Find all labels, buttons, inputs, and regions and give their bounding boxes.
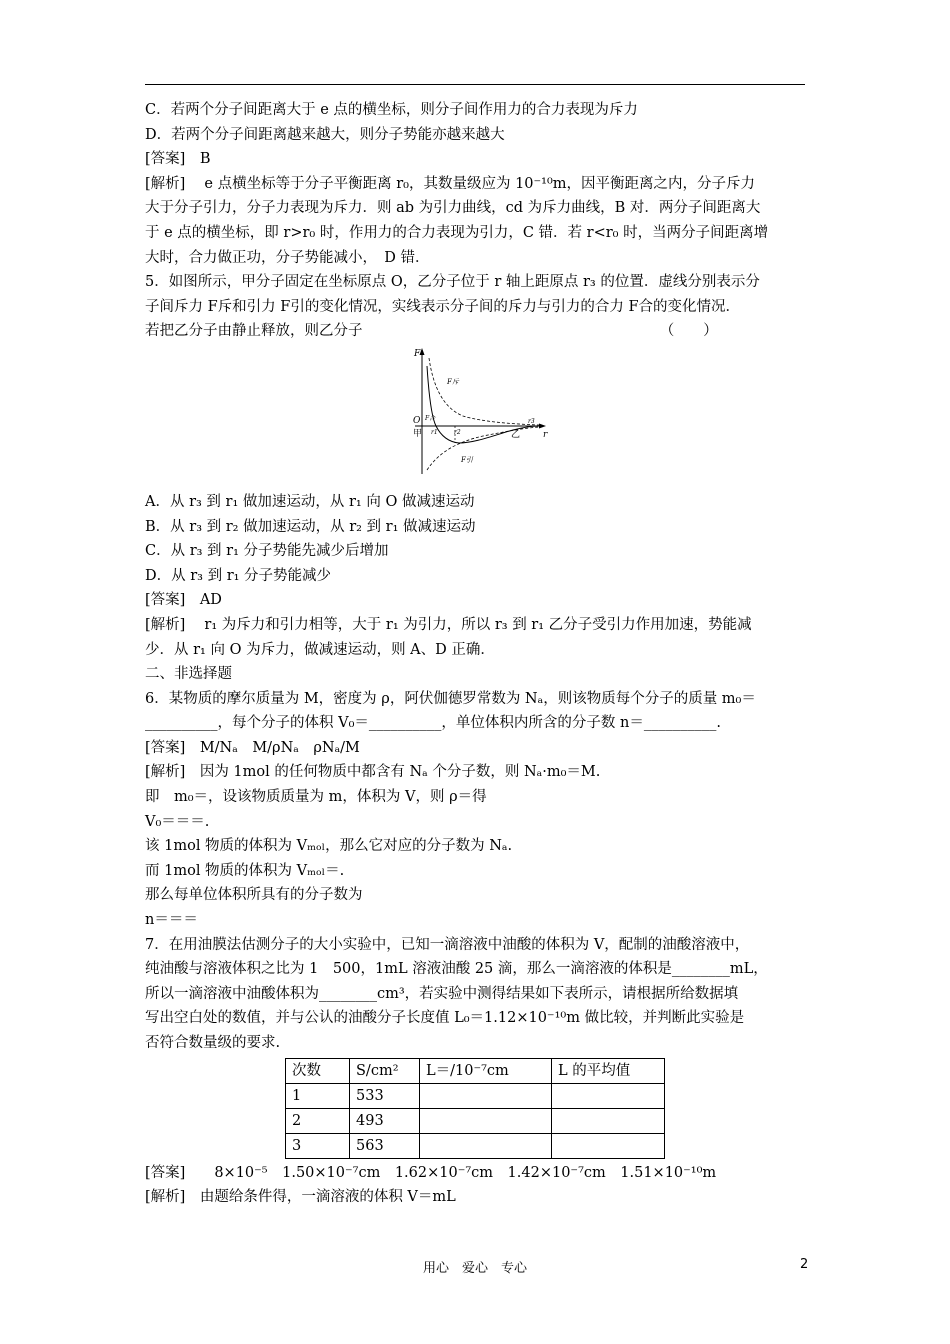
text-line: 写出空白处的数值，并与公认的油酸分子长度值 L₀＝1.12×10⁻¹⁰m 做比较，并判断此实验是 — [145, 1010, 745, 1027]
r3-label: r3 — [528, 417, 535, 425]
f-repulsive-label: F斥 — [447, 377, 459, 386]
yi-label: 乙 — [511, 429, 521, 440]
data-table — [285, 1058, 665, 1159]
text-line: [解析] 由题给条件得，一滴溶液的体积 V＝mL — [145, 1189, 456, 1206]
table-cell — [420, 1083, 552, 1108]
origin-label: O — [413, 415, 421, 426]
jia-label: 甲 — [413, 428, 423, 439]
text-line: [答案] B — [145, 151, 211, 168]
text-line: 而 1mol 物质的体积为 Vₘₒₗ＝. — [145, 862, 345, 879]
axis-f-label: F — [414, 348, 421, 359]
table-header-row — [286, 1058, 665, 1083]
section-heading: 二、非选择题 — [145, 666, 232, 683]
text-line: [答案] M/Nₐ M/ρNₐ ρNₐ/M — [145, 739, 360, 756]
text-line: __________，每个分子的体积 V₀＝__________，单位体积内所含的分子数 n＝__________. — [145, 715, 721, 732]
text-line: [答案] 8×10⁻⁵ 1.50×10⁻⁷cm 1.62×10⁻⁷cm 1.42×10⁻⁷cm 1.51×10⁻¹⁰m — [145, 1164, 717, 1181]
table-cell: 3 — [286, 1133, 350, 1158]
table-cell — [552, 1108, 665, 1133]
f-net-label: F合 — [425, 414, 436, 422]
text-line: D．从 r₃ 到 r₁ 分子势能减少 — [145, 567, 332, 584]
text-line: A．从 r₃ 到 r₁ 做加速运动，从 r₁ 向 O 做减速运动 — [145, 493, 475, 510]
text-line: B．从 r₃ 到 r₂ 做加速运动，从 r₂ 到 r₁ 做减速运动 — [145, 518, 476, 535]
table-row — [286, 1133, 665, 1158]
text-line: D．若两个分子间距离越来越大，则分子势能亦越来越大 — [145, 126, 505, 143]
text-line: V₀＝＝＝. — [145, 813, 210, 830]
text-line: 于 e 点的横坐标，即 r>r₀ 时，作用力的合力表现为引力，C 错．若 r<r₀ 时，当两分子间距离增 — [145, 224, 769, 241]
page-footer: 用心 爱心 专心 — [422, 1261, 527, 1276]
text-line: 那么每单位体积所具有的分子数为 — [145, 887, 363, 904]
text-line: [解析] r₁ 为斥力和引力相等，大于 r₁ 为引力，所以 r₃ 到 r₁ 乙分子受引力作用加速，势能减 — [145, 616, 752, 633]
table-row — [286, 1083, 665, 1108]
force-diagram — [413, 346, 553, 478]
text-line: 所以一滴溶液中油酸体积为________cm³，若实验中测得结果如下表所示，请根据所给数据填 — [145, 985, 739, 1002]
table-header-cell: L＝/10⁻⁷cm — [420, 1058, 552, 1083]
table-row — [286, 1108, 665, 1133]
table-cell: 493 — [350, 1108, 420, 1133]
text-line: 即 m₀＝，设该物质质量为 m，体积为 V，则 ρ＝得 — [145, 789, 487, 806]
table-header-cell: S/cm² — [350, 1058, 420, 1083]
table-cell — [552, 1133, 665, 1158]
text-line: 5．如图所示，甲分子固定在坐标原点 O，乙分子位于 r 轴上距原点 r₃ 的位置．虚线分别表示分 — [145, 274, 760, 291]
text-line: 大时，合力做正功，分子势能减小， D 错． — [145, 249, 430, 266]
table-cell — [420, 1133, 552, 1158]
table-cell: 563 — [350, 1133, 420, 1158]
table-cell: 533 — [350, 1083, 420, 1108]
table-cell — [420, 1108, 552, 1133]
r1-label: r1 — [431, 428, 438, 436]
text-line: n＝＝＝ — [145, 912, 198, 929]
f-attractive-label: F引 — [461, 455, 473, 464]
text-line: 否符合数量级的要求. — [145, 1035, 281, 1051]
table-cell — [552, 1083, 665, 1108]
document-body — [145, 98, 810, 1210]
text-line: 大于分子引力，分子力表现为斥力．则 ab 为引力曲线，cd 为斥力曲线，B 对．两分子间距离大 — [145, 200, 761, 217]
table-cell: 1 — [286, 1083, 350, 1108]
table-header-cell: L 的平均值 — [552, 1058, 665, 1083]
force-figure — [145, 344, 810, 490]
text-line: [解析] e 点横坐标等于分子平衡距离 r₀，其数量级应为 10⁻¹⁰m，因平衡距离之内，分子斥力 — [145, 175, 756, 192]
r2-label: r2 — [454, 428, 461, 436]
text-line: 纯油酸与溶液体积之比为 1 500，1mL 溶液油酸 25 滴，那么一滴溶液的体积是________mL， — [145, 961, 768, 978]
text-line: 6．某物质的摩尔质量为 M，密度为 ρ，阿伏伽德罗常数为 Nₐ，则该物质每个分子的质量 m₀＝ — [145, 690, 756, 707]
table-cell: 2 — [286, 1108, 350, 1133]
text-line: 子间斥力 F斥和引力 F引的变化情况，实线表示分子间的斥力与引力的合力 F合的变化情况． — [145, 298, 741, 315]
text-line: [答案] AD — [145, 592, 222, 609]
text-line: 7．在用油膜法估测分子的大小实验中，已知一滴溶液中油酸的体积为 V，配制的油酸溶液中， — [145, 936, 750, 953]
header-rule — [145, 84, 805, 85]
text-line: 少．从 r₁ 向 O 为斥力，做减速运动，则 A、D 正确． — [145, 641, 495, 658]
text-line: C．从 r₃ 到 r₁ 分子势能先减少后增加 — [145, 543, 389, 560]
text-line: 若把乙分子由静止释放，则乙分子 （ ） — [145, 323, 718, 340]
text-line: C．若两个分子间距离大于 e 点的横坐标，则分子间作用力的合力表现为斥力 — [145, 102, 638, 118]
axis-r-label: r — [543, 429, 548, 440]
page-number: 2 — [800, 1257, 809, 1272]
text-line: 该 1mol 物质的体积为 Vₘₒₗ，那么它对应的分子数为 Nₐ. — [145, 838, 513, 855]
table-header-cell: 次数 — [286, 1058, 350, 1083]
text-line: [解析] 因为 1mol 的任何物质中都含有 Nₐ 个分子数，则 Nₐ·m₀＝M. — [145, 764, 601, 781]
